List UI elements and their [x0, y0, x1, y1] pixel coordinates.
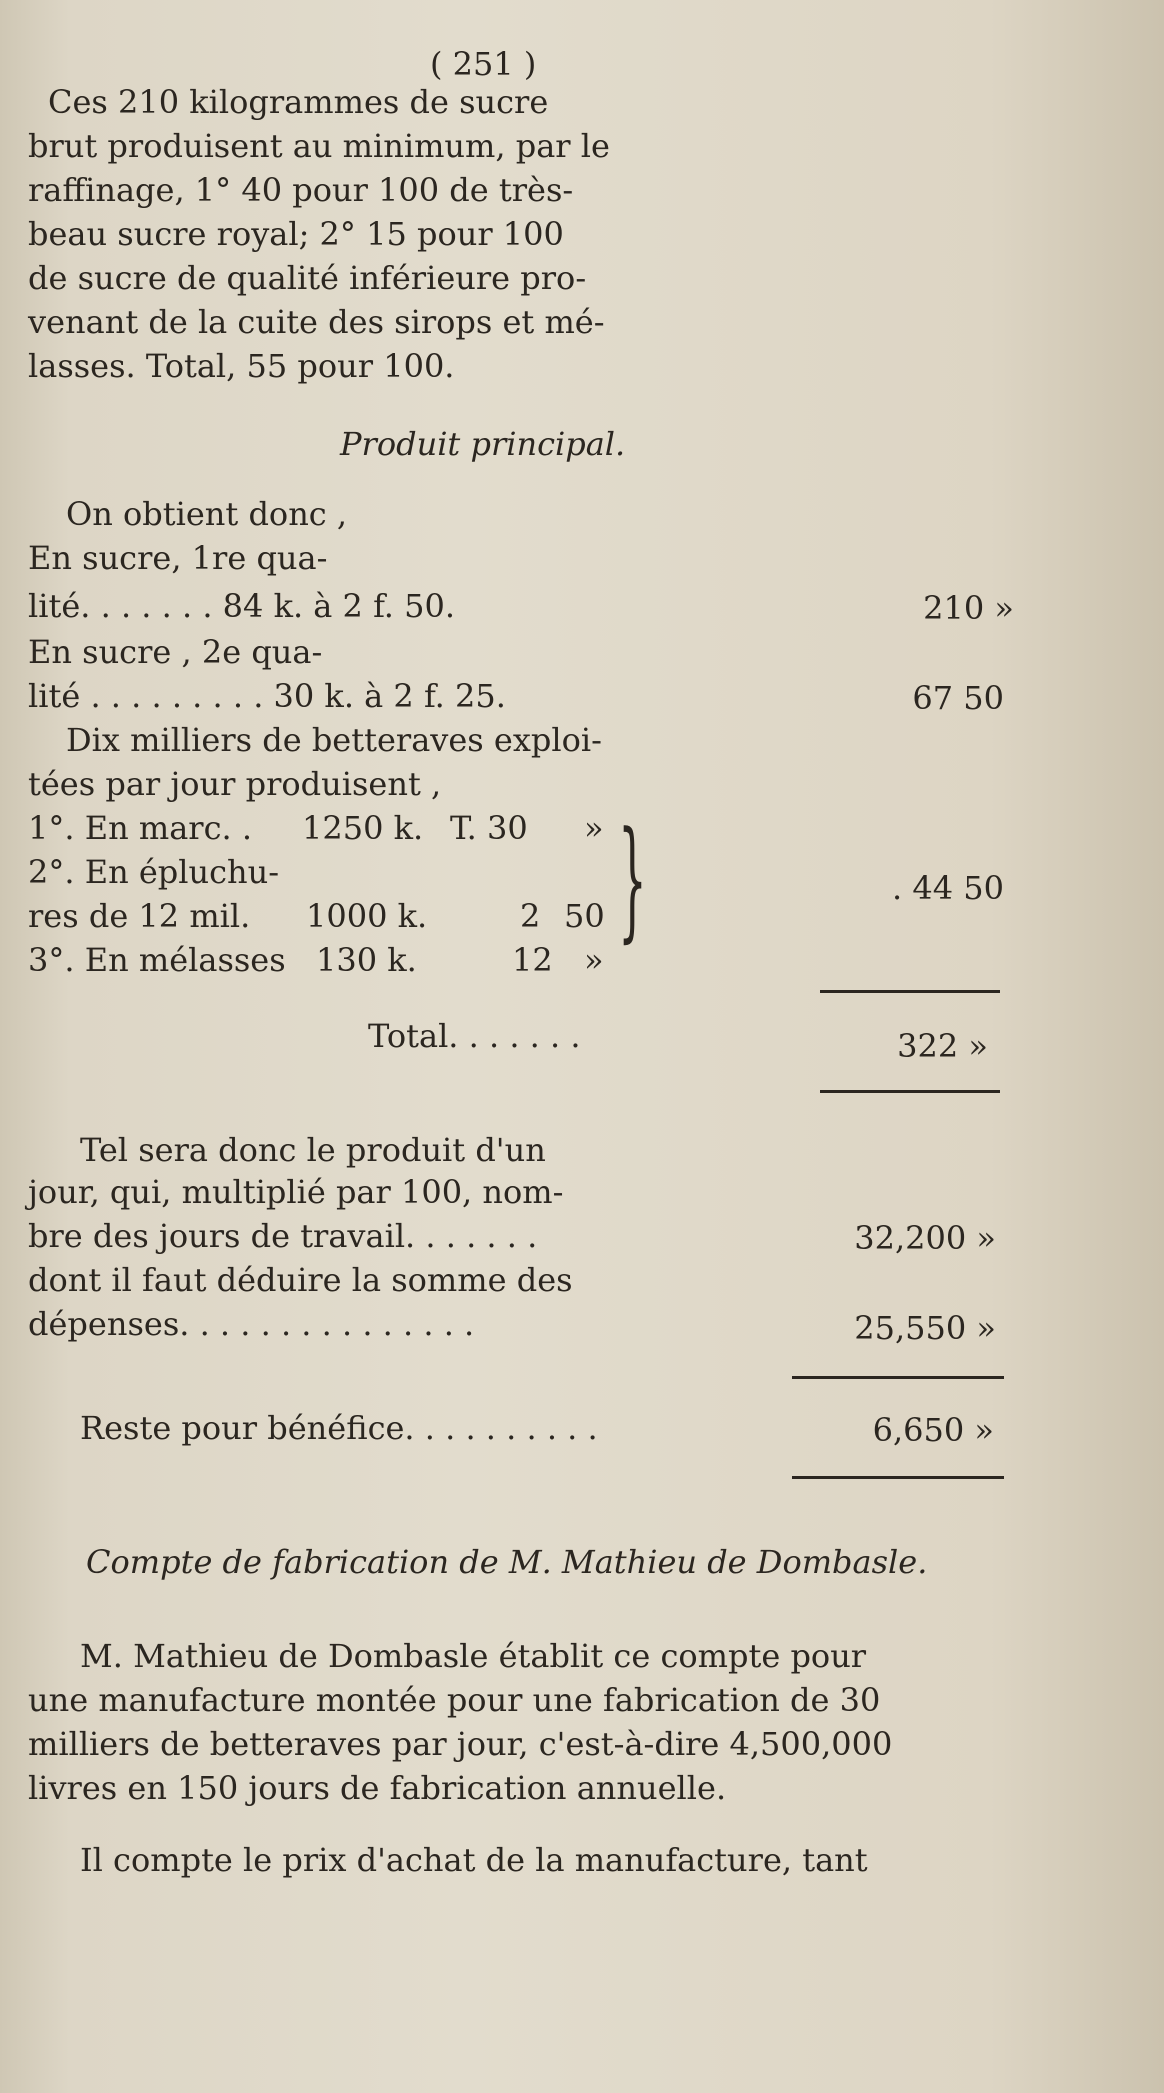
- total-label: Total. . . . . . .: [368, 1017, 581, 1055]
- byproduct-qty: 1000 k.: [306, 897, 428, 935]
- ledger-amount: 210 »: [923, 589, 1014, 627]
- ledger-line: lité. . . . . . . 84 k. à 2 f. 50.: [28, 587, 456, 625]
- ledger-line: Dix milliers de betteraves exploi-: [66, 721, 602, 759]
- divider-rule: [792, 1376, 1004, 1379]
- byproduct-label: res de 12 mil.: [28, 897, 251, 935]
- text-line: venant de la cuite des sirops et mé-: [28, 303, 605, 341]
- byproducts-total: . 44 50: [892, 869, 1004, 907]
- ledger-line: lité . . . . . . . . . 30 k. à 2 f. 25.: [28, 677, 506, 715]
- ledger-amount: 67 50: [912, 679, 1004, 717]
- text-line: raffinage, 1° 40 pour 100 de très-: [28, 171, 574, 209]
- text-line: Tel sera donc le produit d'un: [80, 1131, 546, 1169]
- page-number: ( 251 ): [430, 45, 537, 83]
- byproduct-label: 3°. En mélasses: [28, 941, 286, 979]
- divider-rule: [792, 1476, 1004, 1479]
- benefit-label: Reste pour bénéfice. . . . . . . . . .: [80, 1409, 598, 1447]
- days-amount: 32,200 »: [854, 1219, 996, 1257]
- benefit-value: 6,650 »: [872, 1411, 994, 1449]
- text-line: brut produisent au minimum, par le: [28, 127, 610, 165]
- byproduct-unit: »: [584, 809, 604, 847]
- section-heading: Produit principal.: [340, 425, 626, 463]
- text-line: milliers de betteraves par jour, c'est-à-dire 4,500,000: [28, 1725, 893, 1763]
- ledger-line: En sucre, 1re qua-: [28, 539, 328, 577]
- total-value: 322 »: [897, 1027, 988, 1065]
- byproduct-label: 1°. En marc. .: [28, 809, 252, 847]
- ledger-line: tées par jour produisent ,: [28, 765, 442, 803]
- text-line: jour, qui, multiplié par 100, nom-: [28, 1173, 564, 1211]
- divider-rule: [820, 1090, 1000, 1093]
- byproduct-qty: 130 k.: [316, 941, 417, 979]
- text-line: une manufacture montée pour une fabrication de 30: [28, 1681, 881, 1719]
- section-heading-2: Compte de fabrication de M. Mathieu de Dombasle.: [86, 1543, 928, 1581]
- byproduct-price: T. 30: [450, 809, 528, 847]
- expenses-amount: 25,550 »: [854, 1309, 996, 1347]
- byproduct-price: 2: [520, 897, 541, 935]
- byproduct-qty: 1250 k.: [302, 809, 424, 847]
- right-brace-icon: }: [618, 803, 647, 955]
- ledger-line: En sucre , 2e qua-: [28, 633, 323, 671]
- text-line: beau sucre royal; 2° 15 pour 100: [28, 215, 564, 253]
- text-line: dont il faut déduire la somme des: [28, 1261, 573, 1299]
- text-line: dépenses. . . . . . . . . . . . . . .: [28, 1305, 475, 1343]
- byproduct-price: 12: [512, 941, 553, 979]
- text-line: lasses. Total, 55 pour 100.: [28, 347, 455, 385]
- byproduct-unit: 50: [564, 897, 605, 935]
- text-line: M. Mathieu de Dombasle établit ce compte pour: [80, 1637, 867, 1675]
- text-line: livres en 150 jours de fabrication annuelle.: [28, 1769, 727, 1807]
- byproduct-label: 2°. En épluchu-: [28, 853, 280, 891]
- text-line: bre des jours de travail. . . . . . .: [28, 1217, 538, 1255]
- byproduct-unit: »: [584, 941, 604, 979]
- text-line: Il compte le prix d'achat de la manufacture, tant: [80, 1841, 868, 1879]
- ledger-line: On obtient donc ,: [66, 495, 348, 533]
- divider-rule: [820, 990, 1000, 993]
- text-line: de sucre de qualité inférieure pro-: [28, 259, 587, 297]
- text-line: Ces 210 kilogrammes de sucre: [48, 83, 549, 121]
